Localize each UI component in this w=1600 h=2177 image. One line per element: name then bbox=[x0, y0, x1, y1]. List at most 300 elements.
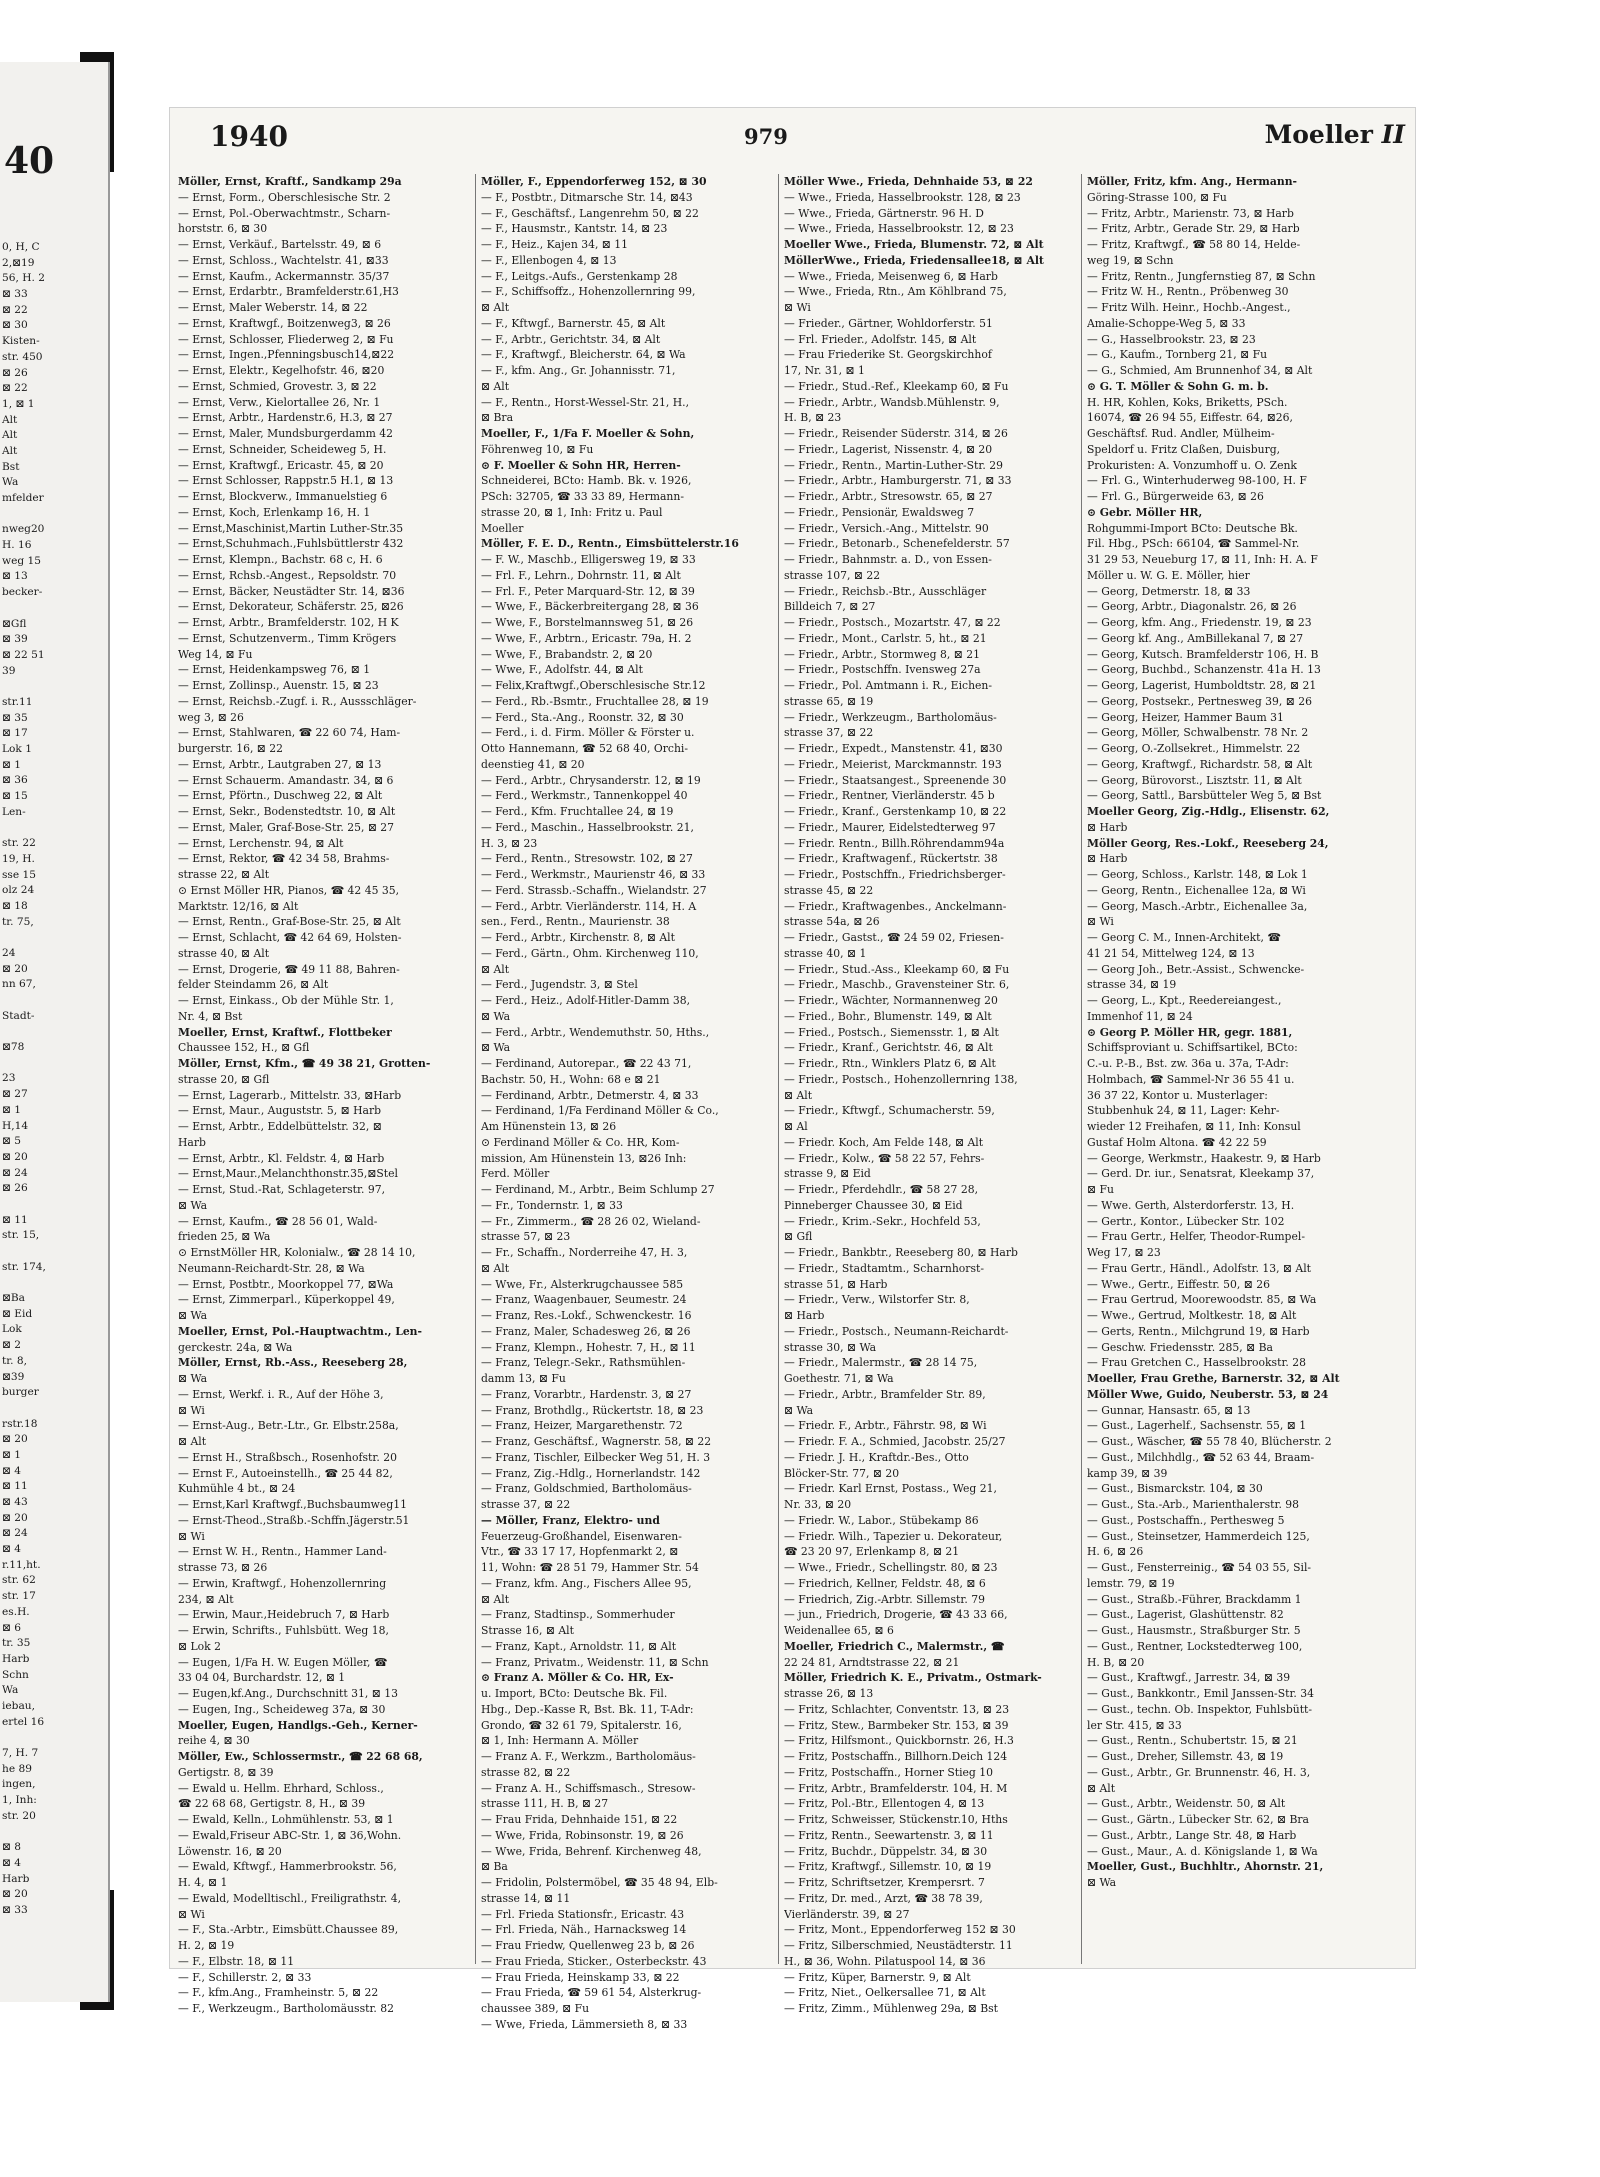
directory-entry-line: — Ernst, Zollinsp., Auenstr. 15, ⊠ 23 bbox=[178, 679, 379, 692]
facing-page-line: ⊠78 bbox=[2, 1041, 25, 1054]
directory-entry-line: strasse 65, ⊠ 19 bbox=[784, 694, 874, 708]
directory-entry-line: — F., Ellenbogen 4, ⊠ 13 bbox=[481, 253, 617, 267]
directory-entry-line: — F., Rentn., Horst-Wessel-Str. 21, H., bbox=[481, 395, 690, 409]
directory-entry-line: ⊠ Wa bbox=[178, 1309, 208, 1322]
directory-entry-line: — Fr., Schaffn., Norderreihe 47, H. 3, bbox=[481, 1246, 688, 1259]
directory-entry-line: — Ernst, Maur., Auguststr. 5, ⊠ Harb bbox=[178, 1104, 382, 1118]
directory-entry-line: Möller, Ernst, Kfm., ☎ 49 38 21, Grotten- bbox=[178, 1057, 431, 1070]
directory-entry-line: ☎ 23 20 97, Erlenkamp 8, ⊠ 21 bbox=[784, 1545, 960, 1559]
directory-entry-line: — Friedr., Kraftwagenf., Rückertstr. 38 bbox=[784, 852, 998, 866]
directory-entry-line: — F., Heiz., Kajen 34, ⊠ 11 bbox=[481, 238, 629, 251]
directory-entry-line: Moeller, Gust., Buchhltr., Ahornstr. 21, bbox=[1087, 1860, 1324, 1874]
facing-page-line: tr. 75, bbox=[2, 915, 34, 928]
directory-entry-line: — Frau Gertr., Helfer, Theodor-Rumpel- bbox=[1087, 1230, 1305, 1244]
directory-entry-line: — Gust., Hausmstr., Straßburger Str. 5 bbox=[1087, 1624, 1301, 1637]
directory-column-3 bbox=[784, 174, 1076, 2017]
directory-entry-line: Moeller, Frau Grethe, Barnerstr. 32, ⊠ Alt bbox=[1087, 1372, 1340, 1385]
directory-entry-line: ⊠ Fu bbox=[1087, 1183, 1114, 1196]
directory-entry-line: ⊙ Ernst Möller HR, Pianos, ☎ 42 45 35, bbox=[178, 883, 400, 897]
directory-entry-line: — Gust., Lagerhelf., Sachsenstr. 55, ⊠ 1 bbox=[1087, 1419, 1307, 1433]
directory-entry-line: strasse 51, ⊠ Harb bbox=[784, 1277, 888, 1291]
directory-entry-line: Chaussee 152, H., ⊠ Gfl bbox=[178, 1041, 310, 1055]
directory-entry-line: — Wwe, Frida, Behrenf. Kirchenweg 48, bbox=[481, 1844, 702, 1858]
facing-page-line: olz 24 bbox=[2, 884, 35, 897]
directory-entry-line: ⊙ Gebr. Möller HR, bbox=[1087, 505, 1203, 519]
facing-page-line: Harb bbox=[2, 1652, 30, 1665]
facing-page-line: ⊠ 2 bbox=[2, 1339, 21, 1352]
facing-page-line: ⊠ 36 bbox=[2, 774, 28, 787]
directory-entry-line: H. 4, ⊠ 1 bbox=[178, 1876, 228, 1889]
directory-entry-line: — Georg, Rentn., Eichenallee 12a, ⊠ Wi bbox=[1087, 883, 1306, 897]
directory-entry-line: — Friedr., Expedt., Manstenstr. 41, ⊠30 bbox=[784, 742, 1003, 755]
directory-entry-line: — Ernst H., Straßbsch., Rosenhofstr. 20 bbox=[178, 1450, 397, 1464]
directory-entry-line: — Eugen, Ing., Scheideweg 37a, ⊠ 30 bbox=[178, 1702, 386, 1716]
directory-entry-line: — Friedr., Malermstr., ☎ 28 14 75, bbox=[784, 1356, 978, 1370]
directory-entry-line: — Ferd., Arbtr., Chrysanderstr. 12, ⊠ 19 bbox=[481, 773, 701, 787]
directory-entry-line: — Ernst, Schmied, Grovestr. 3, ⊠ 22 bbox=[178, 379, 377, 393]
directory-entry-line: H. B, ⊠ 20 bbox=[1087, 1655, 1145, 1669]
directory-entry-line: — Fritz, Arbtr., Gerade Str. 29, ⊠ Harb bbox=[1087, 222, 1300, 236]
facing-page-line: ⊠ 20 bbox=[2, 962, 28, 975]
directory-entry-line: — Fritz, Buchdr., Düppelstr. 34, ⊠ 30 bbox=[784, 1844, 988, 1858]
facing-page-line: ⊠ 22 bbox=[2, 382, 28, 395]
directory-entry-line: — Gust., Fensterreinig., ☎ 54 03 55, Sil- bbox=[1087, 1561, 1312, 1574]
facing-page-text-column bbox=[2, 240, 106, 1919]
directory-entry-line: Pinneberger Chaussee 30, ⊠ Eid bbox=[784, 1198, 963, 1212]
directory-entry-line: — Friedr., Stadtamtm., Scharnhorst- bbox=[784, 1261, 984, 1275]
directory-entry-line: deenstieg 41, ⊠ 20 bbox=[481, 757, 585, 771]
directory-entry-line: ⊙ Ferdinand Möller & Co. HR, Kom- bbox=[481, 1135, 680, 1149]
directory-entry-line: — Ernst, Kaufm., Ackermannstr. 35/37 bbox=[178, 269, 390, 283]
directory-entry-line: — Gust., Arbtr., Weidenstr. 50, ⊠ Alt bbox=[1087, 1797, 1286, 1811]
directory-entry-line: strasse 14, ⊠ 11 bbox=[481, 1891, 571, 1905]
directory-entry-line: — Eugen,kf.Ang., Durchschnitt 31, ⊠ 13 bbox=[178, 1687, 398, 1700]
directory-entry-line: — Wwe., Frieda, Hasselbrookstr. 12, ⊠ 23 bbox=[784, 222, 1014, 236]
facing-page-line: ⊠ 11 bbox=[2, 1213, 28, 1226]
running-head-name: Moeller bbox=[1264, 120, 1373, 149]
running-head bbox=[1265, 120, 1405, 149]
facing-page-line: ⊠ 43 bbox=[2, 1496, 28, 1508]
facing-page-line: es.H. bbox=[2, 1605, 30, 1618]
directory-entry-line: — Ferd., Arbtr. Vierländerstr. 114, H. A bbox=[481, 899, 697, 913]
directory-entry-line: PSch: 32705, ☎ 33 33 89, Hermann- bbox=[481, 490, 684, 503]
directory-entry-line: — Ferd., Kfm. Fruchtallee 24, ⊠ 19 bbox=[481, 805, 674, 818]
directory-entry-line: ⊠ Alt bbox=[481, 379, 510, 393]
directory-entry-line: mission, Am Hünenstein 13, ⊠26 Inh: bbox=[481, 1151, 687, 1165]
facing-page-line: ⊠ 33 bbox=[2, 1903, 28, 1916]
directory-entry-line: ⊠ Wi bbox=[178, 1529, 205, 1543]
directory-entry-line: — Ernst, Blockverw., Immanuelstieg 6 bbox=[178, 490, 388, 503]
directory-entry-line: — Franz A. F., Werkzm., Bartholomäus- bbox=[481, 1750, 696, 1763]
directory-entry-line: — Fritz, Schriftsetzer, Krempersrt. 7 bbox=[784, 1876, 985, 1889]
directory-entry-line: — Georg, Detmerstr. 18, ⊠ 33 bbox=[1087, 584, 1251, 598]
directory-entry-line: — F., Geschäftsf., Langenrehm 50, ⊠ 22 bbox=[481, 206, 699, 220]
facing-page-line bbox=[2, 820, 106, 836]
year-header: 1940 bbox=[210, 120, 288, 153]
facing-page-line: Lok bbox=[2, 1323, 22, 1336]
directory-entry-line: — Friedr., Arbtr., Stormweg 8, ⊠ 21 bbox=[784, 647, 980, 661]
directory-entry-line: ⊠ Bra bbox=[481, 411, 514, 425]
directory-entry-line: — Frau Frida, Dehnhaide 151, ⊠ 22 bbox=[481, 1813, 678, 1826]
facing-page-line: 24 bbox=[2, 946, 16, 959]
directory-entry-line: — F., Sta.-Arbtr., Eimsbütt.Chaussee 89, bbox=[178, 1923, 399, 1937]
directory-entry-line: 11, Wohn: ☎ 28 51 79, Hammer Str. 54 bbox=[481, 1561, 699, 1574]
column-divider bbox=[778, 174, 779, 1964]
directory-entry-line: — Fried., Bohr., Blumenstr. 149, ⊠ Alt bbox=[784, 1009, 992, 1023]
directory-entry-line: Schneiderei, BCto: Hamb. Bk. v. 1926, bbox=[481, 474, 692, 488]
directory-entry-line: — Fritz, Kraftwgf., ☎ 58 80 14, Helde- bbox=[1087, 238, 1301, 251]
directory-entry-line: — Friedr., Postsch., Mozartstr. 47, ⊠ 22 bbox=[784, 616, 1001, 629]
facing-page-line: ⊠ 20 bbox=[2, 1511, 28, 1524]
directory-entry-line: Moeller, Ernst, Pol.-Hauptwachtm., Len- bbox=[178, 1324, 423, 1338]
directory-entry-line: strasse 40, ⊠ 1 bbox=[784, 946, 867, 960]
directory-entry-line: — Gerts, Rentn., Milchgrund 19, ⊠ Harb bbox=[1087, 1324, 1310, 1338]
directory-entry-line: Grondo, ☎ 32 61 79, Spitalerstr. 16, bbox=[481, 1718, 682, 1732]
directory-entry-line: strasse 54a, ⊠ 26 bbox=[784, 915, 880, 929]
directory-entry-line: wieder 12 Freihafen, ⊠ 11, Inh: Konsul bbox=[1087, 1120, 1301, 1133]
directory-entry-line: — Georg, Kraftwgf., Richardstr. 58, ⊠ Alt bbox=[1087, 757, 1313, 771]
directory-entry-line: — Friedr., Betonarb., Schenefelderstr. 57 bbox=[784, 537, 1010, 551]
directory-entry-line: strasse 82, ⊠ 22 bbox=[481, 1765, 571, 1779]
directory-entry-line: Am Hünenstein 13, ⊠ 26 bbox=[481, 1120, 617, 1133]
directory-entry-line: — Ernst, Schlosser, Fliederweg 2, ⊠ Fu bbox=[178, 332, 394, 346]
directory-entry-line: — Friedr., Postsch., Neumann-Reichardt- bbox=[784, 1324, 1009, 1338]
directory-entry-line: Möller, Fritz, kfm. Ang., Hermann- bbox=[1087, 175, 1298, 188]
facing-page-line: ⊠ 17 bbox=[2, 727, 28, 740]
directory-entry-line: — Friedr., Gastst., ☎ 24 59 02, Friesen- bbox=[784, 931, 1004, 944]
facing-page-line: rstr.18 bbox=[2, 1417, 38, 1430]
directory-entry-line: — Friedr., Reisender Süderstr. 314, ⊠ 26 bbox=[784, 427, 1008, 440]
directory-entry-line: — Ernst Schauerm. Amandastr. 34, ⊠ 6 bbox=[178, 773, 394, 787]
directory-entry-line: burgerstr. 16, ⊠ 22 bbox=[178, 742, 284, 755]
directory-entry-line: Weg 14, ⊠ Fu bbox=[178, 647, 253, 661]
directory-entry-line: — Franz, Zig.-Hdlg., Hornerlandstr. 142 bbox=[481, 1466, 701, 1480]
directory-entry-line: — F., Hausmstr., Kantstr. 14, ⊠ 23 bbox=[481, 222, 668, 236]
facing-page-line: ⊠ 6 bbox=[2, 1621, 21, 1634]
directory-entry-line: — Ernst, Reichsb.-Zugf. i. R., Aussschläger- bbox=[178, 694, 417, 708]
directory-entry-line: — Friedr., Wächter, Normannenweg 20 bbox=[784, 994, 998, 1007]
directory-entry-line: frieden 25, ⊠ Wa bbox=[178, 1230, 271, 1244]
directory-entry-line: — Ernst, Werkf. i. R., Auf der Höhe 3, bbox=[178, 1387, 384, 1401]
directory-entry-line: — Friedr., Werkzeugm., Bartholomäus- bbox=[784, 710, 997, 724]
directory-entry-line: — Ferd. Strassb.-Schaffn., Wielandstr. 27 bbox=[481, 883, 707, 897]
directory-entry-line: — Friedr. F. A., Schmied, Jacobstr. 25/27 bbox=[784, 1435, 1006, 1448]
directory-entry-line: ⊠ Wi bbox=[178, 1403, 205, 1417]
directory-entry-line: — Fritz, Dr. med., Arzt, ☎ 38 78 39, bbox=[784, 1891, 983, 1905]
directory-entry-line: — Frl. G., Winterhuderweg 98-100, H. F bbox=[1087, 474, 1307, 488]
facing-page-line: 39 bbox=[2, 664, 16, 677]
directory-entry-line: C.-u. P.-B., Bst. zw. 36a u. 37a, T-Adr: bbox=[1087, 1057, 1289, 1070]
directory-entry-line: reihe 4, ⊠ 30 bbox=[178, 1734, 250, 1748]
directory-entry-line: — Fritz, Silberschmied, Neustädterstr. 11 bbox=[784, 1939, 1013, 1952]
directory-entry-line: — Frau Frieda, ☎ 59 61 54, Alsterkrug- bbox=[481, 1986, 702, 2000]
directory-entry-line: — Friedr., Krim.-Sekr., Hochfeld 53, bbox=[784, 1214, 981, 1228]
directory-entry-line: — Friedr., Arbtr., Bramfelder Str. 89, bbox=[784, 1387, 986, 1401]
directory-entry-line: — Ernst, Arbtr., Bramfelderstr. 102, H K bbox=[178, 616, 399, 629]
directory-entry-line: ⊙ F. Moeller & Sohn HR, Herren- bbox=[481, 458, 681, 472]
facing-page-line: Bst bbox=[2, 460, 20, 473]
directory-entry-line: — Ferdinand, 1/Fa Ferdinand Möller & Co., bbox=[481, 1104, 719, 1118]
facing-page-line: str. 450 bbox=[2, 350, 43, 363]
directory-entry-line: — Ernst Schlosser, Rappstr.5 H.1, ⊠ 13 bbox=[178, 474, 394, 488]
facing-page-line: Alt bbox=[2, 429, 18, 442]
directory-entry-line: — Ernst, Postbtr., Moorkoppel 77, ⊠Wa bbox=[178, 1277, 394, 1291]
facing-page-line: str. 17 bbox=[2, 1590, 36, 1603]
directory-entry-line: — Frau Frieda, Heinskamp 33, ⊠ 22 bbox=[481, 1970, 680, 1984]
directory-entry-line: — G., Schmied, Am Brunnenhof 34, ⊠ Alt bbox=[1087, 364, 1313, 377]
directory-entry-line: — Franz, Privatm., Weidenstr. 11, ⊠ Schn bbox=[481, 1655, 709, 1669]
directory-entry-line: — Ernst-Aug., Betr.-Ltr., Gr. Elbstr.258a, bbox=[178, 1419, 399, 1433]
directory-entry-line: — Fritz, Rentn., Seewartenstr. 3, ⊠ 11 bbox=[784, 1828, 994, 1842]
directory-entry-line: — Franz, Tischler, Eilbecker Weg 51, H. 3 bbox=[481, 1450, 711, 1464]
facing-page-line: 23 bbox=[2, 1072, 16, 1085]
directory-entry-line: Gertigstr. 8, ⊠ 39 bbox=[178, 1765, 274, 1779]
directory-entry-line: — Frl. Frieda Stationsfr., Ericastr. 43 bbox=[481, 1907, 685, 1921]
directory-entry-line: — Friedr., Stud.-Ref., Kleekamp 60, ⊠ Fu bbox=[784, 379, 1009, 393]
directory-entry-line: — Ewald, Modelltischl., Freiligrathstr. 4, bbox=[178, 1891, 402, 1905]
directory-entry-line: 31 29 53, Neueburg 17, ⊠ 11, Inh: H. A. F bbox=[1087, 553, 1318, 566]
directory-entry-line: — Franz, Heizer, Margarethenstr. 72 bbox=[481, 1419, 683, 1433]
directory-entry-line: — Franz, kfm. Ang., Fischers Allee 95, bbox=[481, 1576, 692, 1590]
directory-entry-line: Schiffsproviant u. Schiffsartikel, BCto: bbox=[1087, 1041, 1298, 1055]
directory-entry-line: — Ferd., Gärtn., Ohm. Kirchenweg 110, bbox=[481, 946, 699, 960]
directory-entry-line: — Felix,Kraftwgf.,Oberschlesische Str.12 bbox=[481, 679, 706, 692]
directory-entry-line: — Georg C. M., Innen-Architekt, ☎ bbox=[1087, 931, 1281, 944]
directory-entry-line: strasse 22, ⊠ Alt bbox=[178, 868, 270, 881]
directory-entry-line: — Georg, Sattl., Barsbütteler Weg 5, ⊠ Bst bbox=[1087, 789, 1322, 803]
directory-entry-line: — Ernst F., Autoeinstellh., ☎ 25 44 82, bbox=[178, 1466, 393, 1480]
directory-entry-line: — Möller, Franz, Elektro- und bbox=[481, 1513, 660, 1527]
directory-entry-line: — Fried., Postsch., Siemensstr. 1, ⊠ Alt bbox=[784, 1025, 999, 1039]
directory-entry-line: — Franz, Waagenbauer, Seumestr. 24 bbox=[481, 1293, 687, 1307]
directory-entry-line: — Ernst, Pol.-Oberwachtmstr., Scharn- bbox=[178, 206, 391, 220]
directory-entry-line: Möller u. W. G. E. Möller, hier bbox=[1087, 568, 1250, 582]
directory-entry-line: — Ernst, Dekorateur, Schäferstr. 25, ⊠26 bbox=[178, 600, 404, 614]
directory-entry-line: — Frl. G., Bürgerweide 63, ⊠ 26 bbox=[1087, 490, 1264, 503]
directory-entry-line: — Fritz, Rentn., Jungfernstieg 87, ⊠ Schn bbox=[1087, 269, 1316, 283]
directory-entry-line: — Geschw. Friedensstr. 285, ⊠ Ba bbox=[1087, 1340, 1273, 1354]
page-number: 979 bbox=[744, 124, 788, 149]
directory-entry-line: — Franz, Klempn., Hohestr. 7, H., ⊠ 11 bbox=[481, 1340, 696, 1354]
directory-entry-line: ⊠ Wa bbox=[481, 1041, 511, 1055]
directory-entry-line: Moeller Georg, Zig.-Hdlg., Elisenstr. 62, bbox=[1087, 805, 1330, 818]
facing-page-line: ⊠ 35 bbox=[2, 711, 28, 724]
directory-entry-line: Geschäftsf. Rud. Andler, Mülheim- bbox=[1087, 427, 1275, 440]
directory-entry-line: — Frau Gertrud, Moorewoodstr. 85, ⊠ Wa bbox=[1087, 1293, 1317, 1307]
directory-entry-line: — Friedr., Versich.-Ang., Mittelstr. 90 bbox=[784, 521, 989, 535]
directory-entry-line: — Ernst, Drogerie, ☎ 49 11 88, Bahren- bbox=[178, 962, 400, 976]
facing-page-line: iebau, bbox=[2, 1699, 35, 1712]
facing-page-line: r.11,ht. bbox=[2, 1558, 41, 1571]
directory-entry-line: — G., Hasselbrookstr. 23, ⊠ 23 bbox=[1087, 332, 1256, 346]
facing-page-line: str. 62 bbox=[2, 1574, 36, 1587]
facing-page-line bbox=[2, 601, 106, 617]
facing-page-line: Wa bbox=[2, 476, 19, 489]
directory-entry-line: Ferd. Möller bbox=[481, 1167, 550, 1181]
directory-entry-line: — Ernst, Kaufm., ☎ 28 56 01, Wald- bbox=[178, 1214, 378, 1228]
directory-entry-line: ⊠ Harb bbox=[1087, 820, 1128, 834]
facing-page-line: ⊠ 13 bbox=[2, 570, 28, 583]
directory-entry-line: — Ewald, Kftwgf., Hammerbrookstr. 56, bbox=[178, 1860, 397, 1874]
directory-entry-line: Möller Georg, Res.-Lokf., Reeseberg 24, bbox=[1087, 836, 1329, 850]
directory-entry-line: — Fritz, Pol.-Btr., Ellentogen 4, ⊠ 13 bbox=[784, 1797, 985, 1811]
directory-entry-line: Moeller Wwe., Frieda, Blumenstr. 72, ⊠ Alt bbox=[784, 238, 1044, 251]
directory-entry-line: — Fridolin, Polstermöbel, ☎ 35 48 94, Elb- bbox=[481, 1876, 718, 1889]
directory-entry-line: — Ernst, Arbtr., Hardenstr.6, H.3, ⊠ 27 bbox=[178, 411, 393, 425]
directory-entry-line: — Ferd., Rentn., Stresowstr. 102, ⊠ 27 bbox=[481, 852, 693, 866]
directory-entry-line: ⊠ Wa bbox=[178, 1198, 208, 1212]
directory-entry-line: H. 3, ⊠ 23 bbox=[481, 836, 538, 850]
directory-entry-line: ⊙ Franz A. Möller & Co. HR, Ex- bbox=[481, 1671, 674, 1685]
directory-entry-line: chaussee 389, ⊠ Fu bbox=[481, 2002, 590, 2015]
directory-entry-line: — Ernst, Arbtr., Lautgraben 27, ⊠ 13 bbox=[178, 757, 382, 771]
facing-page-line bbox=[2, 1056, 106, 1072]
facing-page-line: Harb bbox=[2, 1872, 30, 1885]
directory-entry-line: — Ernst, Arbtr., Kl. Feldstr. 4, ⊠ Harb bbox=[178, 1151, 385, 1165]
directory-entry-line: — Friedr., Pferdehdlr., ☎ 58 27 28, bbox=[784, 1183, 979, 1196]
directory-entry-line: Goethestr. 71, ⊠ Wa bbox=[784, 1372, 894, 1385]
facing-page-line: ⊠ 27 bbox=[2, 1088, 28, 1101]
directory-entry-line: — Ernst, Rektor, ☎ 42 34 58, Brahms- bbox=[178, 852, 390, 866]
directory-entry-line: — Friedr., Kraftwagenbes., Anckelmann- bbox=[784, 899, 1007, 913]
directory-entry-line: ⊠ Alt bbox=[481, 1592, 510, 1606]
directory-entry-line: ⊠ Wa bbox=[784, 1403, 814, 1417]
directory-entry-line: — Friedr., Postsch., Hohenzollernring 138, bbox=[784, 1072, 1018, 1086]
directory-entry-line: — Wwe., Gertr., Eiffestr. 50, ⊠ 26 bbox=[1087, 1277, 1270, 1291]
directory-entry-line: — F., Elbstr. 18, ⊠ 11 bbox=[178, 1954, 295, 1968]
directory-entry-line: — Erwin, Schrifts., Fuhlsbütt. Weg 18, bbox=[178, 1624, 389, 1637]
directory-entry-line: — G., Kaufm., Tornberg 21, ⊠ Fu bbox=[1087, 348, 1268, 362]
directory-entry-line: — F., kfm.Ang., Framheinstr. 5, ⊠ 22 bbox=[178, 1986, 379, 2000]
facing-page-line: Alt bbox=[2, 444, 18, 457]
directory-entry-line: — Wwe. Gerth, Alsterdorferstr. 13, H. bbox=[1087, 1198, 1295, 1212]
directory-entry-line: — Fritz, Zimm., Mühlenweg 29a, ⊠ Bst bbox=[784, 2002, 999, 2015]
facing-page-line bbox=[2, 1824, 106, 1840]
facing-page-line: ⊠ 1 bbox=[2, 1448, 21, 1461]
directory-entry-line: strasse 45, ⊠ 22 bbox=[784, 883, 874, 897]
facing-page-line: ⊠ 30 bbox=[2, 319, 28, 332]
directory-entry-line: — Ferdinand, Arbtr., Detmerstr. 4, ⊠ 33 bbox=[481, 1088, 699, 1102]
directory-column-2 bbox=[481, 174, 773, 2033]
facing-page-line: mfelder bbox=[2, 492, 44, 504]
directory-entry-line: ⊠ Wi bbox=[178, 1907, 205, 1921]
directory-entry-line: — Friedr., Verw., Wilstorfer Str. 8, bbox=[784, 1293, 970, 1307]
directory-entry-line: — Fritz, Küper, Barnerstr. 9, ⊠ Alt bbox=[784, 1970, 971, 1984]
directory-entry-line: — Erwin, Maur.,Heidebruch 7, ⊠ Harb bbox=[178, 1608, 390, 1622]
directory-entry-line: — Frl. F., Lehrn., Dohrnstr. 11, ⊠ Alt bbox=[481, 568, 681, 582]
directory-entry-line: — Ernst,Maur.,Melanchthonstr.35,⊠Stel bbox=[178, 1167, 398, 1181]
directory-entry-line: strasse 111, H. B, ⊠ 27 bbox=[481, 1797, 609, 1811]
facing-page-line: ⊠ 20 bbox=[2, 1888, 28, 1901]
directory-entry-line: — Gust., Arbtr., Gr. Brunnenstr. 46, H. 3, bbox=[1087, 1765, 1311, 1779]
facing-page-line: ⊠ 18 bbox=[2, 899, 28, 912]
directory-entry-line: — Georg, Bürovorst., Lisztstr. 11, ⊠ Alt bbox=[1087, 773, 1302, 787]
directory-entry-line: — Ernst, Lagerarb., Mittelstr. 33, ⊠Harb bbox=[178, 1088, 402, 1102]
directory-entry-line: — Georg, Masch.-Arbtr., Eichenallee 3a, bbox=[1087, 899, 1308, 913]
directory-entry-line: — Franz, Brothdlg., Rückertstr. 18, ⊠ 23 bbox=[481, 1403, 704, 1417]
directory-entry-line: — Fritz, Mont., Eppendorferweg 152 ⊠ 30 bbox=[784, 1923, 1016, 1937]
facing-page-line: ⊠ 22 51 bbox=[2, 648, 45, 661]
directory-entry-line: — Friedr., Pensionär, Ewaldsweg 7 bbox=[784, 505, 975, 519]
directory-entry-line: — F., Kraftwgf., Bleicherstr. 64, ⊠ Wa bbox=[481, 348, 686, 362]
directory-entry-line: — Friedrich, Zig.-Arbtr. Sillemstr. 79 bbox=[784, 1592, 985, 1606]
directory-entry-line: — Friedr., Maschb., Gravensteiner Str. 6, bbox=[784, 978, 1010, 992]
directory-entry-line: Möller Wwe, Guido, Neuberstr. 53, ⊠ 24 bbox=[1087, 1387, 1329, 1401]
facing-page-line: 1, ⊠ 1 bbox=[2, 397, 35, 410]
facing-page-line: ⊠ Eid bbox=[2, 1307, 33, 1320]
directory-entry-line: 36 37 22, Kontor u. Musterlager: bbox=[1087, 1088, 1268, 1102]
directory-entry-line: — Ernst, Stud.-Rat, Schlageterstr. 97, bbox=[178, 1183, 386, 1196]
directory-entry-line: — Franz, Kapt., Arnoldstr. 11, ⊠ Alt bbox=[481, 1639, 677, 1653]
directory-entry-line: 22 24 81, Arndtstrasse 22, ⊠ 21 bbox=[784, 1655, 960, 1669]
directory-entry-line: ⊠ Gfl bbox=[784, 1230, 813, 1244]
directory-entry-line: — Ernst-Theod.,Straßb.-Schffn.Jägerstr.51 bbox=[178, 1513, 410, 1527]
directory-entry-line: — Georg, L., Kpt., Reedereiangest., bbox=[1087, 994, 1282, 1007]
directory-entry-line: — Friedr. W., Labor., Stübekamp 86 bbox=[784, 1513, 979, 1527]
directory-entry-line: — Wwe, Fr., Alsterkrugchaussee 585 bbox=[481, 1277, 684, 1291]
directory-entry-line: — Wwe, F., Bäckerbreitergang 28, ⊠ 36 bbox=[481, 600, 699, 614]
directory-entry-line: — Wwe., Friedr., Schellingstr. 80, ⊠ 23 bbox=[784, 1561, 998, 1574]
directory-entry-line: — Frau Frieda, Sticker., Osterbeckstr. 43 bbox=[481, 1954, 707, 1968]
directory-entry-line: — Frieder., Gärtner, Wohldorferstr. 51 bbox=[784, 316, 993, 330]
directory-entry-line: — Ernst, Schneider, Scheideweg 5, H. bbox=[178, 442, 387, 456]
facing-page-line: ⊠ 24 bbox=[2, 1166, 28, 1179]
facing-page-line bbox=[2, 1244, 106, 1260]
facing-page-line: H,14 bbox=[2, 1119, 29, 1132]
facing-page-line: ⊠ 26 bbox=[2, 366, 28, 379]
directory-entry-line: — Ferdinand, Autorepar., ☎ 22 43 71, bbox=[481, 1057, 692, 1070]
facing-page-line: 2,⊠19 bbox=[2, 256, 35, 269]
directory-entry-line: — Fritz, Kraftwgf., Sillemstr. 10, ⊠ 19 bbox=[784, 1860, 992, 1874]
directory-entry-line: — Fritz, Schlachter, Conventstr. 13, ⊠ 23 bbox=[784, 1702, 1010, 1716]
facing-page-line: ⊠ 11 bbox=[2, 1480, 28, 1493]
directory-entry-line: Möller, F., Eppendorferweg 152, ⊠ 30 bbox=[481, 175, 707, 188]
facing-page-line bbox=[2, 1197, 106, 1213]
facing-page-line bbox=[2, 1275, 106, 1291]
directory-entry-line: — Ernst, Schlacht, ☎ 42 64 69, Holsten- bbox=[178, 931, 402, 944]
directory-entry-line: — Franz, Res.-Lokf., Schwenckestr. 16 bbox=[481, 1309, 692, 1322]
directory-entry-line: — Fritz, Schweisser, Stückenstr.10, Hths bbox=[784, 1813, 1008, 1826]
facing-page-line: ⊠ 8 bbox=[2, 1841, 21, 1854]
directory-entry-line: — Gust., Lagerist, Glashüttenstr. 82 bbox=[1087, 1608, 1284, 1622]
directory-entry-line: Feuerzeug-Großhandel, Eisenwaren- bbox=[481, 1529, 682, 1543]
directory-entry-line: — Georg, Heizer, Hammer Baum 31 bbox=[1087, 710, 1284, 724]
directory-entry-line: — Friedr., Arbtr., Hamburgerstr. 71, ⊠ 33 bbox=[784, 474, 1012, 488]
facing-page-line: str. 20 bbox=[2, 1809, 36, 1822]
facing-page-line: ⊠ 4 bbox=[2, 1464, 21, 1477]
directory-entry-line: — Ferd., Sta.-Ang., Roonstr. 32, ⊠ 30 bbox=[481, 710, 684, 724]
directory-entry-line: Vierländerstr. 39, ⊠ 27 bbox=[784, 1907, 910, 1921]
directory-entry-line: — Ferd., Arbtr., Kirchenstr. 8, ⊠ Alt bbox=[481, 931, 675, 944]
directory-entry-line: damm 13, ⊠ Fu bbox=[481, 1372, 566, 1385]
directory-entry-line: Gustaf Holm Altona. ☎ 42 22 59 bbox=[1087, 1135, 1267, 1149]
directory-entry-line: strasse 26, ⊠ 13 bbox=[784, 1687, 874, 1700]
directory-entry-line: strasse 30, ⊠ Wa bbox=[784, 1340, 877, 1354]
facing-page-line: ⊠ 4 bbox=[2, 1543, 21, 1556]
directory-entry-line: — Frau Gertr., Händl., Adolfstr. 13, ⊠ Alt bbox=[1087, 1261, 1312, 1275]
directory-entry-line: — Friedr., Postschffn., Friedrichsberger- bbox=[784, 868, 1006, 881]
directory-entry-line: — Friedr., Bankbtr., Reeseberg 80, ⊠ Harb bbox=[784, 1246, 1018, 1259]
directory-entry-line: — Georg, Kutsch. Bramfelderstr 106, H. B bbox=[1087, 647, 1319, 661]
directory-entry-line: — Ferd., Werkmstr., Tannenkoppel 40 bbox=[481, 789, 688, 803]
directory-entry-line: — Ernst, Maler, Graf-Bose-Str. 25, ⊠ 27 bbox=[178, 820, 395, 834]
directory-entry-line: ⊠ Alt bbox=[1087, 1781, 1116, 1795]
directory-entry-line: Göring-Strasse 100, ⊠ Fu bbox=[1087, 190, 1227, 204]
directory-entry-line: — Gust., Arbtr., Lange Str. 48, ⊠ Harb bbox=[1087, 1828, 1297, 1842]
directory-entry-line: — Fritz, Postschaffn., Billhorn.Deich 124 bbox=[784, 1750, 1008, 1763]
directory-entry-line: — Frau Gretchen C., Hasselbrookstr. 28 bbox=[1087, 1356, 1307, 1370]
directory-entry-line: — Franz, Geschäftsf., Wagnerstr. 58, ⊠ 22 bbox=[481, 1435, 712, 1448]
